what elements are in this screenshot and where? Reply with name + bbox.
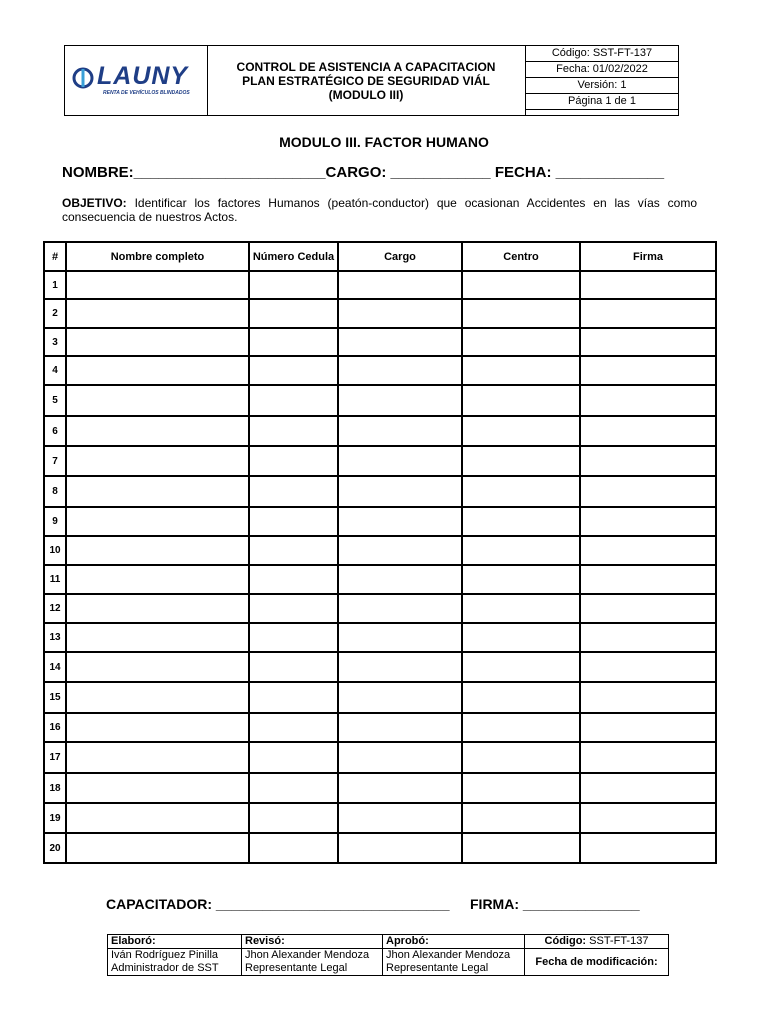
nombre-cell[interactable] [66, 682, 249, 713]
nombre-cell[interactable] [66, 594, 249, 623]
centro-cell[interactable] [462, 682, 580, 713]
meta-fecha: Fecha: 01/02/2022 [526, 62, 678, 78]
row-number: 7 [44, 446, 66, 476]
meta-pagina: Página 1 de 1 [526, 94, 678, 110]
approval-header-row [108, 935, 669, 949]
table-row [44, 652, 716, 682]
codigo-value: SST-FT-137 [586, 935, 649, 947]
cargo-cell[interactable] [338, 476, 462, 507]
reviso-cell [242, 949, 383, 976]
row-number: 3 [44, 328, 66, 356]
nombre-cell[interactable] [66, 652, 249, 682]
cargo-cell[interactable] [338, 833, 462, 863]
table-row [44, 416, 716, 446]
firma-cell[interactable] [580, 565, 716, 594]
approval-names-row [108, 949, 669, 976]
col-header-nombre: Nombre completo [66, 242, 249, 271]
table-row [44, 299, 716, 328]
table-row [44, 833, 716, 863]
row-number: 14 [44, 652, 66, 682]
row-number: 13 [44, 623, 66, 652]
row-number: 1 [44, 271, 66, 299]
cargo-cell[interactable] [338, 803, 462, 833]
table-row [44, 803, 716, 833]
nombre-cell[interactable] [66, 299, 249, 328]
firma-cell[interactable] [580, 536, 716, 565]
cargo-cell[interactable] [338, 773, 462, 803]
cedula-cell[interactable] [249, 594, 338, 623]
fecha-field[interactable]: FECHA: _____________ [494, 164, 665, 181]
approval-table [107, 934, 669, 976]
table-row [44, 356, 716, 385]
cedula-cell[interactable] [249, 385, 338, 416]
fecha-modificacion-label: Fecha de modificación: [525, 949, 669, 976]
cargo-cell[interactable] [338, 299, 462, 328]
table-row [44, 623, 716, 652]
col-header-centro: Centro [462, 242, 580, 271]
cargo-cell[interactable] [338, 356, 462, 385]
nombre-cell[interactable] [66, 742, 249, 773]
nombre-cell[interactable] [66, 536, 249, 565]
cargo-cell[interactable] [338, 713, 462, 742]
cedula-cell[interactable] [249, 416, 338, 446]
nombre-cell[interactable] [66, 773, 249, 803]
cedula-cell[interactable] [249, 652, 338, 682]
cedula-cell[interactable] [249, 536, 338, 565]
elaboro-label: Elaboró: [108, 935, 242, 949]
col-header-firma: Firma [580, 242, 716, 271]
table-header-row [44, 242, 716, 271]
cargo-cell[interactable] [338, 385, 462, 416]
table-row [44, 713, 716, 742]
cargo-cell[interactable] [338, 328, 462, 356]
cedula-cell[interactable] [249, 565, 338, 594]
firma-cell[interactable] [580, 803, 716, 833]
document-header [64, 45, 679, 116]
cargo-field[interactable]: CARGO: ____________ [325, 164, 491, 181]
launy-logo-icon [71, 66, 95, 90]
objective-label: OBJETIVO: [62, 196, 127, 210]
centro-cell[interactable] [462, 833, 580, 863]
col-header-cargo: Cargo [338, 242, 462, 271]
firma-cell[interactable] [580, 594, 716, 623]
table-row [44, 328, 716, 356]
centro-cell[interactable] [462, 328, 580, 356]
table-row [44, 507, 716, 536]
cedula-cell[interactable] [249, 299, 338, 328]
cargo-cell[interactable] [338, 652, 462, 682]
aprobo-label: Aprobó: [383, 935, 525, 949]
centro-cell[interactable] [462, 623, 580, 652]
row-number: 15 [44, 682, 66, 713]
centro-cell[interactable] [462, 416, 580, 446]
meta-version: Versión: 1 [526, 78, 678, 94]
reviso-name: Jhon Alexander Mendoza [245, 949, 370, 961]
row-number: 19 [44, 803, 66, 833]
row-number: 6 [44, 416, 66, 446]
row-number: 12 [44, 594, 66, 623]
cargo-cell[interactable] [338, 536, 462, 565]
document-title [207, 46, 526, 115]
centro-cell[interactable] [462, 476, 580, 507]
nombre-cell[interactable] [66, 803, 249, 833]
table-row [44, 565, 716, 594]
row-number: 10 [44, 536, 66, 565]
cargo-cell[interactable] [338, 271, 462, 299]
row-number: 11 [44, 565, 66, 594]
nombre-cell[interactable] [66, 328, 249, 356]
capacitador-field[interactable]: CAPACITADOR: ______________________________ [106, 896, 450, 912]
centro-cell[interactable] [462, 271, 580, 299]
table-row [44, 476, 716, 507]
centro-cell[interactable] [462, 594, 580, 623]
centro-cell[interactable] [462, 536, 580, 565]
table-row [44, 446, 716, 476]
cedula-cell[interactable] [249, 328, 338, 356]
centro-cell[interactable] [462, 713, 580, 742]
firma-cell[interactable] [580, 356, 716, 385]
centro-cell[interactable] [462, 446, 580, 476]
document-meta [526, 46, 678, 115]
nombre-cell[interactable] [66, 833, 249, 863]
firma-cell[interactable] [580, 833, 716, 863]
firma-cell[interactable] [580, 416, 716, 446]
row-number: 5 [44, 385, 66, 416]
cedula-cell[interactable] [249, 713, 338, 742]
codigo-label: Código: [544, 935, 587, 947]
logo-subtitle: RENTA DE VEHÍCULOS BLINDADOS [103, 90, 190, 96]
cargo-cell[interactable] [338, 594, 462, 623]
table-row [44, 594, 716, 623]
row-number: 9 [44, 507, 66, 536]
nombre-cell[interactable] [66, 623, 249, 652]
objective-paragraph [62, 196, 697, 224]
nombre-cell[interactable] [66, 507, 249, 536]
firma-cell[interactable] [580, 742, 716, 773]
cedula-cell[interactable] [249, 271, 338, 299]
cedula-cell[interactable] [249, 773, 338, 803]
nombre-cell[interactable] [66, 565, 249, 594]
firma-field[interactable]: FIRMA: _______________ [470, 896, 640, 912]
cargo-cell[interactable] [338, 446, 462, 476]
firma-cell[interactable] [580, 713, 716, 742]
form-fields-line [62, 164, 664, 181]
elaboro-role: Administrador de SST [111, 962, 219, 974]
firma-cell[interactable] [580, 385, 716, 416]
table-row [44, 271, 716, 299]
title-line-1: CONTROL DE ASISTENCIA A CAPACITACION [236, 59, 496, 74]
row-number: 2 [44, 299, 66, 328]
nombre-cell[interactable] [66, 356, 249, 385]
table-row [44, 536, 716, 565]
row-number: 16 [44, 713, 66, 742]
firma-cell[interactable] [580, 507, 716, 536]
row-number: 18 [44, 773, 66, 803]
row-number: 20 [44, 833, 66, 863]
row-number: 8 [44, 476, 66, 507]
firma-cell[interactable] [580, 652, 716, 682]
nombre-cell[interactable] [66, 271, 249, 299]
firma-cell[interactable] [580, 623, 716, 652]
cargo-cell[interactable] [338, 416, 462, 446]
cargo-cell[interactable] [338, 507, 462, 536]
centro-cell[interactable] [462, 385, 580, 416]
firma-cell[interactable] [580, 271, 716, 299]
nombre-cell[interactable] [66, 446, 249, 476]
cedula-cell[interactable] [249, 742, 338, 773]
cargo-cell[interactable] [338, 682, 462, 713]
centro-cell[interactable] [462, 773, 580, 803]
reviso-label: Revisó: [242, 935, 383, 949]
nombre-cell[interactable] [66, 385, 249, 416]
table-row [44, 682, 716, 713]
aprobo-name: Jhon Alexander Mendoza [386, 949, 511, 961]
elaboro-name: Iván Rodríguez Pinilla [111, 949, 219, 961]
nombre-cell[interactable] [66, 713, 249, 742]
firma-cell[interactable] [580, 328, 716, 356]
firma-cell[interactable] [580, 682, 716, 713]
cedula-cell[interactable] [249, 476, 338, 507]
centro-cell[interactable] [462, 742, 580, 773]
cedula-cell[interactable] [249, 507, 338, 536]
col-header-number: # [44, 242, 66, 271]
nombre-cell[interactable] [66, 476, 249, 507]
title-line-2: PLAN ESTRATÉGICO DE SEGURIDAD VIÁL [242, 73, 490, 88]
cedula-cell[interactable] [249, 446, 338, 476]
col-header-cedula: Número Cedula [249, 242, 338, 271]
row-number: 4 [44, 356, 66, 385]
firma-cell[interactable] [580, 773, 716, 803]
cargo-cell[interactable] [338, 742, 462, 773]
reviso-role: Representante Legal [245, 962, 348, 974]
nombre-cell[interactable] [66, 416, 249, 446]
aprobo-role: Representante Legal [386, 962, 489, 974]
cargo-cell[interactable] [338, 565, 462, 594]
table-row [44, 742, 716, 773]
centro-cell[interactable] [462, 652, 580, 682]
centro-cell[interactable] [462, 565, 580, 594]
cedula-cell[interactable] [249, 803, 338, 833]
row-number: 17 [44, 742, 66, 773]
logo-text: LAUNY [97, 62, 189, 90]
firma-cell[interactable] [580, 446, 716, 476]
cedula-cell[interactable] [249, 356, 338, 385]
logo-cell [65, 46, 208, 115]
attendance-table [43, 241, 717, 864]
centro-cell[interactable] [462, 299, 580, 328]
table-row [44, 773, 716, 803]
table-row [44, 385, 716, 416]
module-title: MODULO III. FACTOR HUMANO [279, 134, 489, 150]
title-line-3: (MODULO III) [328, 87, 404, 102]
cedula-cell[interactable] [249, 623, 338, 652]
cedula-cell[interactable] [249, 682, 338, 713]
objective-text: Identificar los factores Humanos (peatón-conductor) que ocasionan Accidentes en las vías como consecuencia de nuestros Actos. [62, 196, 697, 224]
firma-cell[interactable] [580, 476, 716, 507]
cargo-cell[interactable] [338, 623, 462, 652]
centro-cell[interactable] [462, 356, 580, 385]
nombre-field[interactable]: NOMBRE:_______________________ [62, 164, 326, 181]
firma-cell[interactable] [580, 299, 716, 328]
meta-codigo: Código: SST-FT-137 [526, 46, 678, 62]
aprobo-cell [383, 949, 525, 976]
cedula-cell[interactable] [249, 833, 338, 863]
centro-cell[interactable] [462, 507, 580, 536]
codigo-cell [525, 935, 669, 949]
centro-cell[interactable] [462, 803, 580, 833]
elaboro-cell [108, 949, 242, 976]
